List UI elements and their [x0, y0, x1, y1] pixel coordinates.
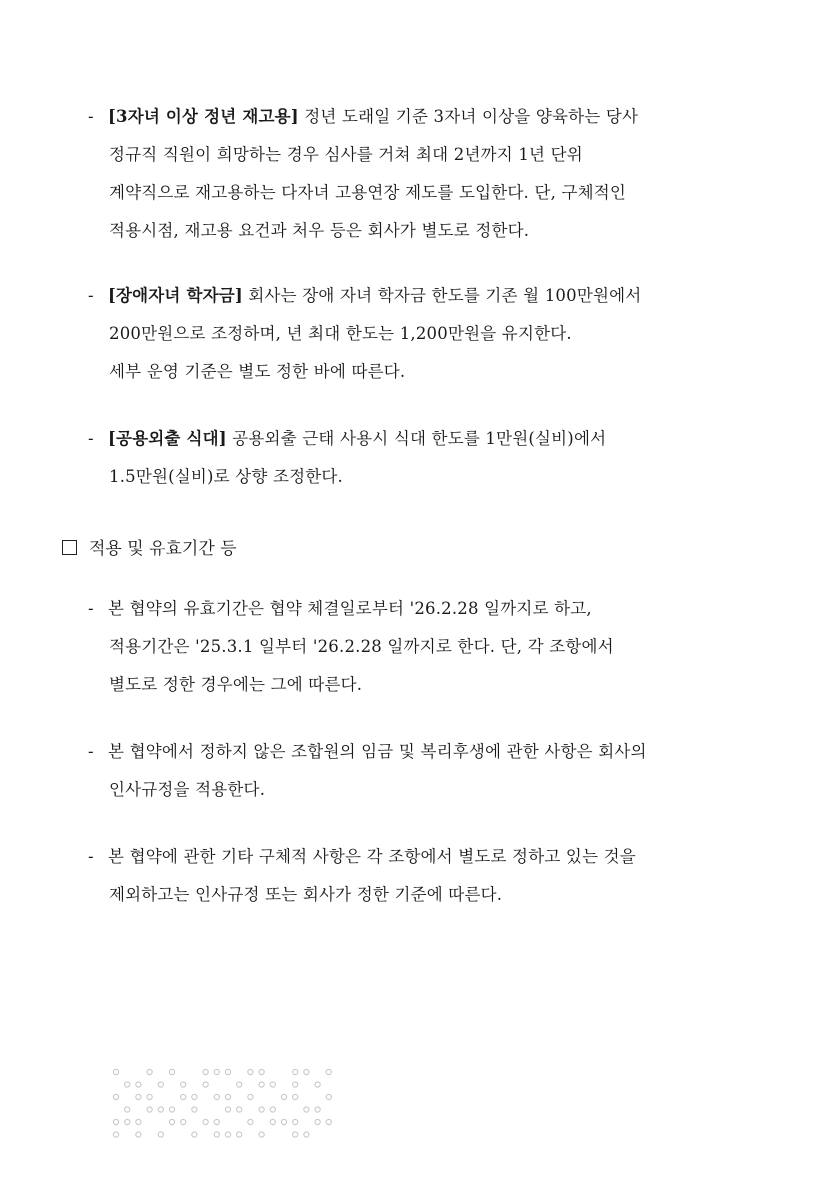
bullet-dash: - — [88, 107, 94, 126]
bullet-dash: - — [88, 742, 94, 761]
watermark-dot — [169, 1119, 174, 1124]
watermark-dot — [315, 1119, 320, 1124]
clause-label: [공용외출 식대] — [108, 429, 227, 448]
watermark-dot — [113, 1119, 118, 1124]
watermark-dot — [293, 1094, 298, 1099]
watermark-dot — [237, 1107, 242, 1112]
watermark-dot — [169, 1107, 174, 1112]
clause-other-matters — [88, 838, 778, 914]
clause-line: 세부 운영 기준은 별도 정한 바에 따른다. — [109, 362, 406, 381]
watermark-dot — [203, 1082, 208, 1087]
watermark-dot — [113, 1132, 118, 1137]
watermark-dot — [113, 1094, 118, 1099]
clause-line: 계약직으로 재고용하는 다자녀 고용연장 제도를 도입한다. 단, 구체적인 — [109, 183, 627, 202]
clause-first-line — [88, 733, 778, 771]
watermark-dot — [169, 1069, 174, 1074]
clause-line: 적용기간은 '25.3.1 일부터 '26.2.28 일까지로 한다. 단, 각 조항에서 — [109, 637, 614, 656]
section-heading — [62, 530, 237, 568]
watermark-dot — [315, 1107, 320, 1112]
watermark-dot — [315, 1082, 320, 1087]
watermark-dot — [192, 1107, 197, 1112]
clause-disabled-child-tuition — [88, 277, 778, 391]
watermark-dot — [203, 1119, 208, 1124]
watermark-dot — [203, 1069, 208, 1074]
watermark-dot — [293, 1119, 298, 1124]
watermark-dot — [304, 1107, 309, 1112]
watermark-dot — [259, 1132, 264, 1137]
clause-first-line — [88, 838, 778, 876]
watermark-dot — [259, 1082, 264, 1087]
watermark-dot — [136, 1119, 141, 1124]
watermark-dot — [248, 1069, 253, 1074]
watermark-dot — [214, 1119, 219, 1124]
clause-first-line — [88, 590, 778, 628]
watermark-dot — [281, 1094, 286, 1099]
watermark-dot — [281, 1119, 286, 1124]
watermark-dot — [248, 1094, 253, 1099]
watermark-dot — [181, 1094, 186, 1099]
watermark-dot — [158, 1107, 163, 1112]
watermark-dot — [237, 1082, 242, 1087]
clause-first-line — [88, 420, 778, 458]
clause-label: [장애자녀 학자금] — [108, 286, 243, 305]
clause-line: 정규직 직원이 희망하는 경우 심사를 거쳐 최대 2년까지 1년 단위 — [109, 145, 583, 164]
watermark-dot — [192, 1132, 197, 1137]
watermark-dot — [326, 1069, 331, 1074]
watermark-dot — [113, 1069, 118, 1074]
watermark-dot — [181, 1119, 186, 1124]
watermark-dot — [147, 1069, 152, 1074]
section-title: 적용 및 유효기간 등 — [89, 539, 237, 559]
watermark-dot — [125, 1082, 130, 1087]
watermark-dot — [225, 1069, 230, 1074]
watermark-dot — [214, 1094, 219, 1099]
watermark-dot — [248, 1119, 253, 1124]
watermark-dot — [259, 1107, 264, 1112]
clause-text: 본 협약에 관한 기타 구체적 사항은 각 조항에서 별도로 정하고 있는 것을 — [108, 847, 636, 866]
watermark-dot — [147, 1094, 152, 1099]
clause-text: 회사는 장애 자녀 학자금 한도를 기존 월 100만원에서 — [242, 286, 642, 305]
clause-text: 공용외출 근태 사용시 식대 한도를 1만원(실비)에서 — [226, 429, 607, 448]
watermark-dot — [293, 1132, 298, 1137]
watermark-dot — [304, 1069, 309, 1074]
clause-first-line — [88, 98, 778, 136]
watermark-dot — [136, 1132, 141, 1137]
watermark-dot — [214, 1069, 219, 1074]
clause-official-outing-meal — [88, 420, 778, 496]
watermark-dot — [225, 1107, 230, 1112]
watermark-dot — [304, 1132, 309, 1137]
watermark-dot — [181, 1082, 186, 1087]
clause-line: 200만원으로 조정하며, 년 최대 한도는 1,200만원을 유지한다. — [109, 324, 572, 343]
watermark-dot — [326, 1094, 331, 1099]
watermark-dot — [136, 1094, 141, 1099]
watermark-dot — [293, 1082, 298, 1087]
clause-validity-period — [88, 590, 778, 704]
clause-hr-regulations — [88, 733, 778, 809]
watermark-dot — [326, 1119, 331, 1124]
watermark-dot — [125, 1107, 130, 1112]
watermark-dot — [270, 1119, 275, 1124]
clause-line: 제외하고는 인사규정 또는 회사가 정한 기준에 따른다. — [109, 885, 503, 904]
watermark-dot — [225, 1132, 230, 1137]
watermark-dot — [158, 1082, 163, 1087]
clause-line: 인사규정을 적용한다. — [109, 780, 266, 799]
clause-text: 본 협약에서 정하지 않은 조합원의 임금 및 복리후생에 관한 사항은 회사의 — [108, 742, 647, 761]
watermark-dot — [136, 1082, 141, 1087]
watermark-dot — [270, 1107, 275, 1112]
bullet-dash: - — [88, 599, 94, 618]
clause-line: 1.5만원(실비)로 상향 조정한다. — [109, 467, 343, 486]
bullet-dash: - — [88, 286, 94, 305]
clause-first-line — [88, 277, 778, 315]
dotted-watermark-icon — [110, 1066, 340, 1146]
bullet-dash: - — [88, 847, 94, 866]
watermark-dot — [147, 1107, 152, 1112]
watermark-dot — [259, 1069, 264, 1074]
clause-line: 별도로 정한 경우에는 그에 따른다. — [109, 675, 363, 694]
bullet-dash: - — [88, 429, 94, 448]
checkbox-square-icon — [62, 540, 77, 555]
watermark-dot — [225, 1094, 230, 1099]
clause-text: 정년 도래일 기준 3자녀 이상을 양육하는 당사 — [298, 107, 639, 126]
clause-label: [3자녀 이상 정년 재고용] — [108, 107, 299, 126]
watermark-dot — [214, 1132, 219, 1137]
clause-text: 본 협약의 유효기간은 협약 체결일로부터 '26.2.28 일까지로 하고, — [108, 599, 592, 618]
watermark-dot — [270, 1082, 275, 1087]
watermark-dot — [293, 1069, 298, 1074]
watermark-dot — [237, 1132, 242, 1137]
clause-multi-child-reemployment — [88, 98, 778, 250]
watermark-dot — [192, 1094, 197, 1099]
watermark-dot — [125, 1119, 130, 1124]
clause-line: 적용시점, 재고용 요건과 처우 등은 회사가 별도로 정한다. — [109, 221, 530, 240]
watermark-dot — [158, 1132, 163, 1137]
